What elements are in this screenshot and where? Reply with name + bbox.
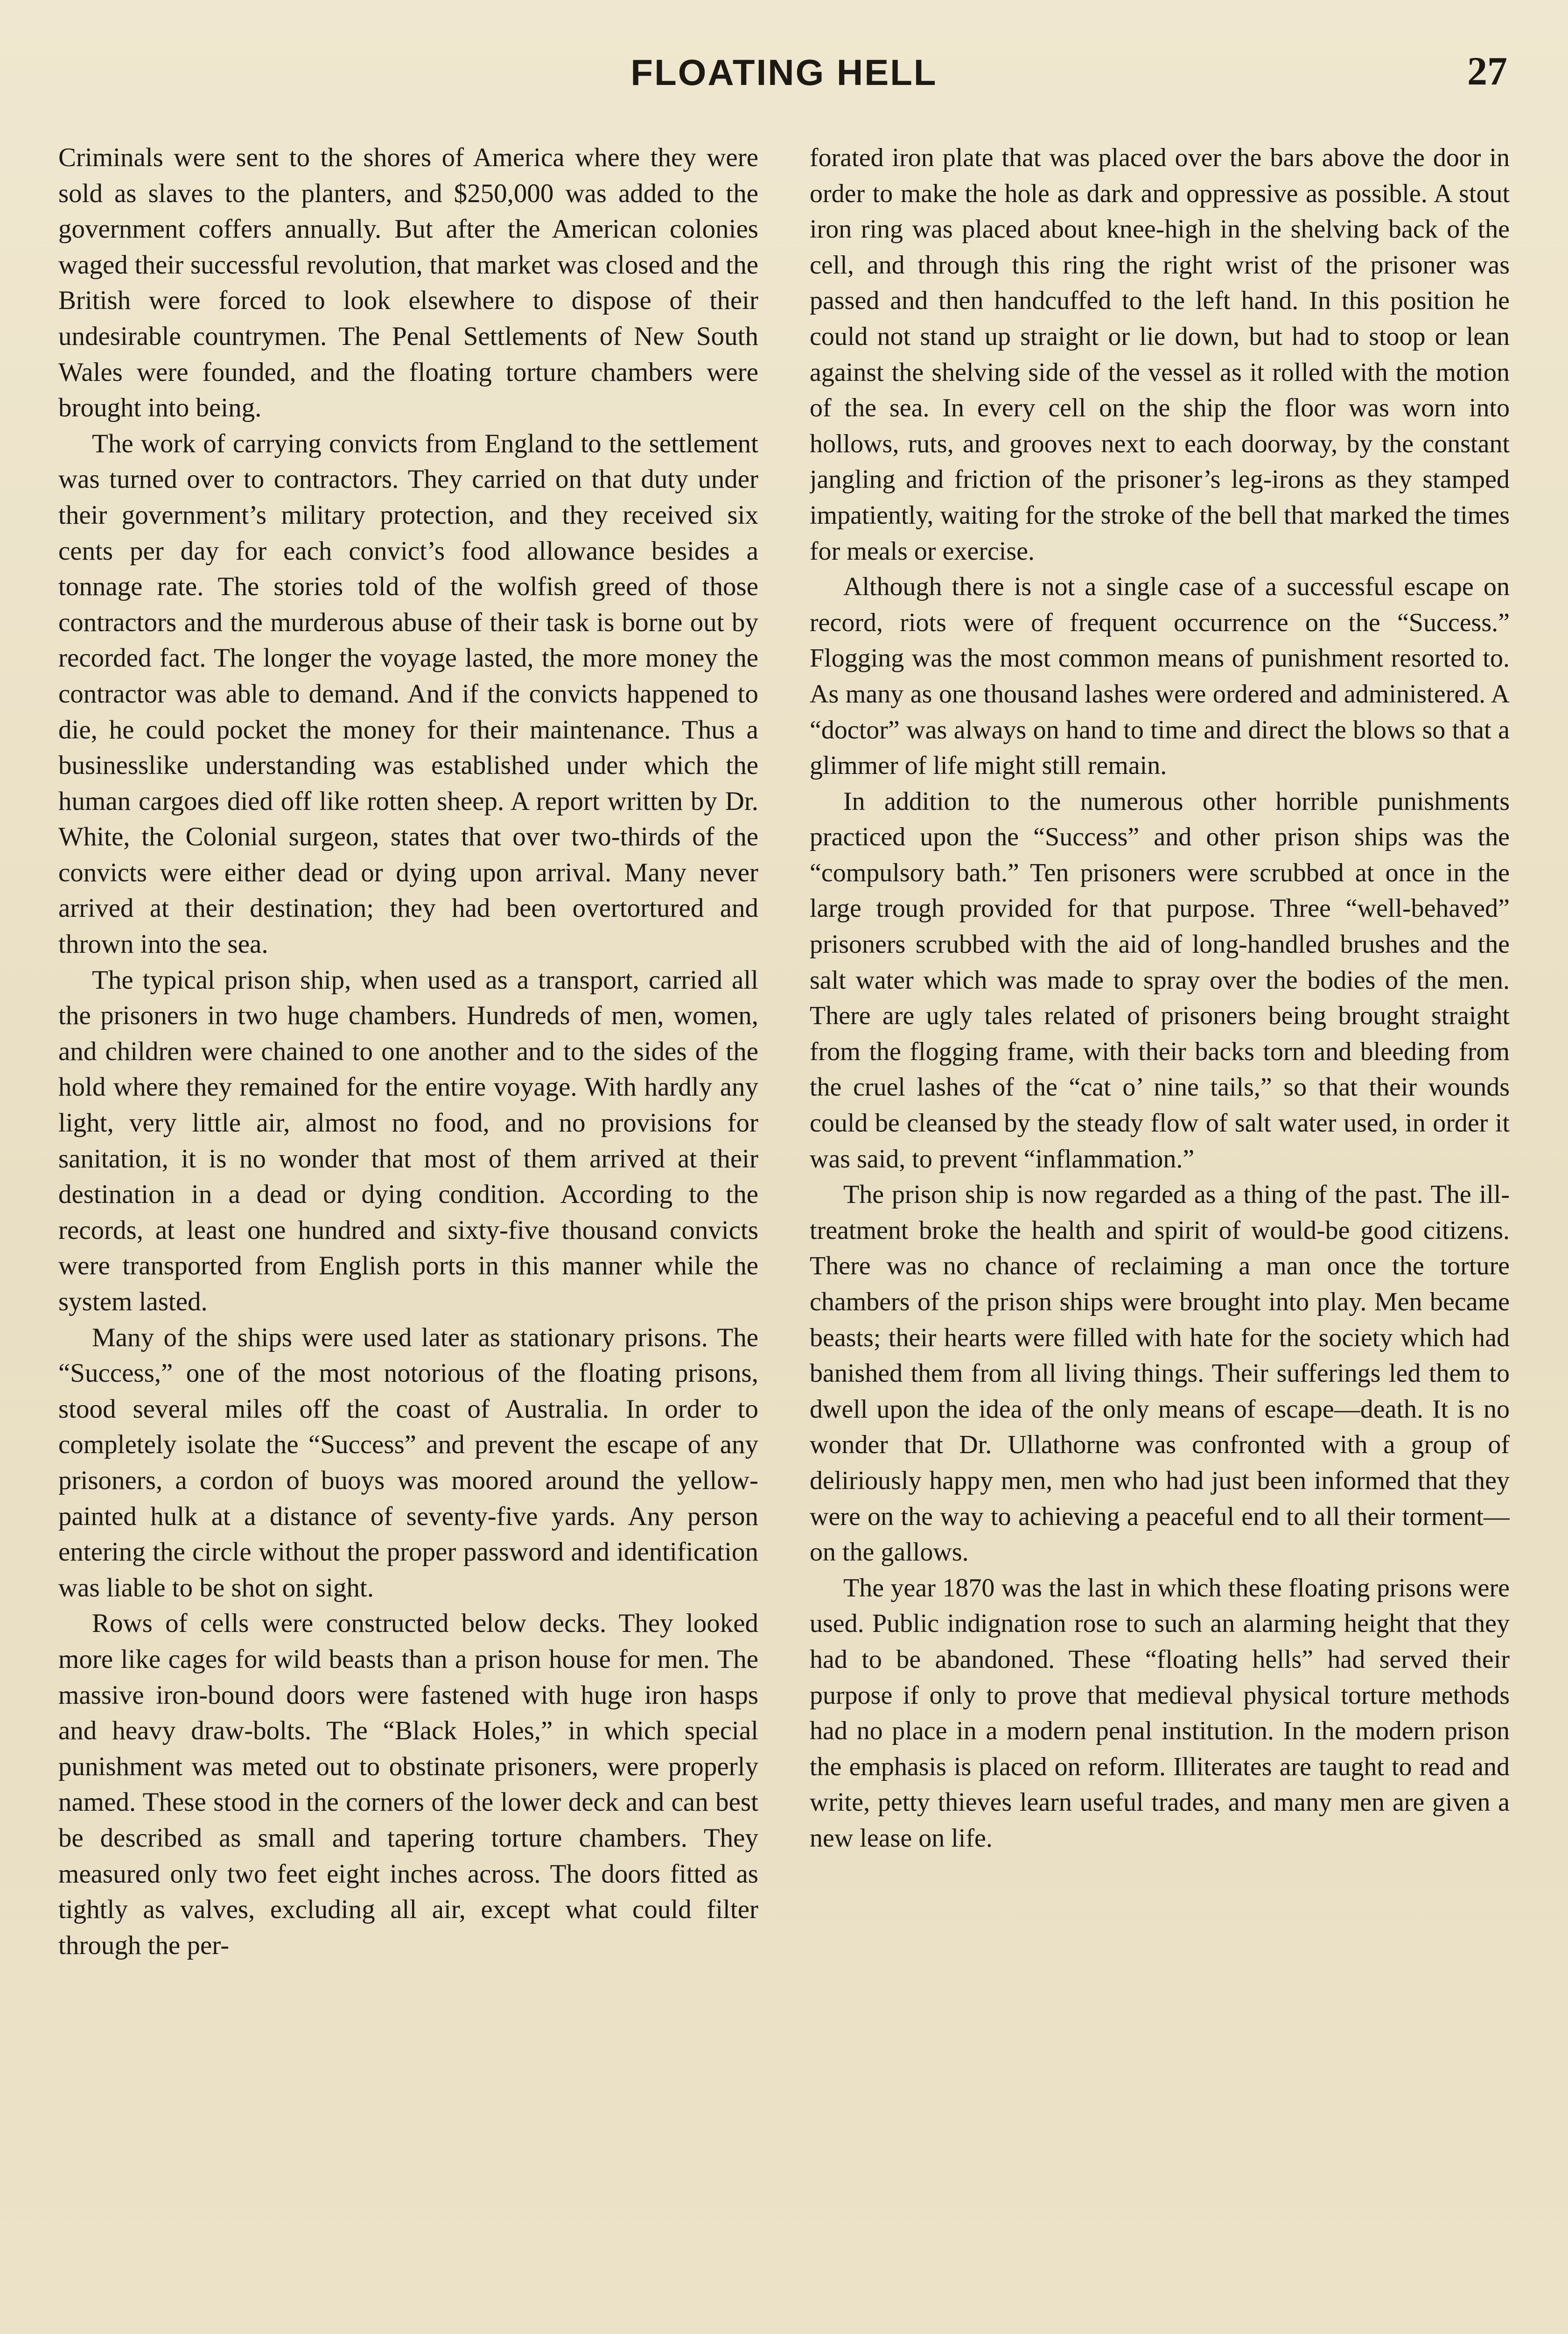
page-number: 27: [1467, 49, 1507, 93]
paragraph: Many of the ships were used later as stationary prisons. The “Success,” one of the most notorious of the floating prisons, stood several miles off the coast of Australia. In order to completely isolate the “Success” and prevent the escape of any prisoners, a cordon of buoys was moored around the yellow-painted hulk at a distance of seventy-five yards. Any person entering the circle without the proper password and identification was liable to be shot on sight.: [58, 1322, 758, 1603]
paragraph: The prison ship is now regarded as a thing of the past. The ill-treatment broke the health and spirit of would-be good citizens. There was no chance of reclaiming a man once the torture chambers of the prison ships were brought into play. Men became beasts; their hearts were filled with hate for the society which had banished them from all living things. Their sufferings led them to dwell upon the idea of the only means of escape—death. It is no wonder that Dr. Ullathorne was confronted with a group of deliriously happy men, men who had just been informed that they were on the way to achieving a peaceful end to all their torment—on the gallows.: [810, 1180, 1510, 1567]
paragraph: The work of carrying convicts from England to the settlement was turned over to contractors. They carried on that duty under their government’s military protection, and they received six cents per day for each convict’s food allowance besides a tonnage rate. The stories told of the wolfish greed of those contractors and the murderous abuse of their task is borne out by recorded fact. The longer the voyage lasted, the more money the contractor was able to demand. And if the convicts happened to die, he could pocket the money for their maintenance. Thus a businesslike understanding was established under which the human cargoes died off like rotten sheep. A report written by Dr. White, the Colonial surgeon, states that over two-thirds of the convicts were either dead or dying upon arrival. Many never arrived at their destination; they had been overtortured and thrown into the sea.: [58, 429, 758, 959]
paragraph: In addition to the numerous other horrible punishments practiced upon the “Success” and other prison ships was the “compulsory bath.” Ten prisoners were scrubbed at once in the large trough provided for that purpose. Three “well-behaved” prisoners scrubbed with the aid of long-handled brushes and the salt water which was made to spray over the bodies of the men. There are ugly tales related of prisoners being brought straight from the flogging frame, with their backs torn and bleeding from the cruel lashes of the “cat o’ nine tails,” so that their wounds could be cleansed by the steady flow of salt water used, in order it was said, to prevent “inflammation.”: [810, 787, 1510, 1174]
paragraph: The typical prison ship, when used as a transport, carried all the prisoners in two huge chambers. Hundreds of men, women, and children were chained to one another and to the sides of the hold where they remained for the entire voyage. With hardly any light, very little air, almost no food, and no provisions for sanitation, it is no wonder that most of them arrived at their destination in a dead or dying condition. According to the records, at least one hundred and sixty-five thousand convicts were transported from English ports in this manner while the system lasted.: [58, 965, 758, 1316]
paragraph: Although there is not a single case of a successful escape on record, riots were of frequent occurrence on the “Success.” Flogging was the most common means of punishment resorted to. As many as one thousand lashes were ordered and administered. A “doctor” was always on hand to time and direct the blows so that a glimmer of life might still remain.: [810, 572, 1510, 780]
page-header: [61, 42, 1507, 103]
running-title: FLOATING HELL: [630, 52, 938, 93]
paragraph: Criminals were sent to the shores of America where they were sold as slaves to the planters, and $250,000 was added to the government coffers annually. But after the American colonies waged their successful revolution, that market was closed and the British were forced to look elsewhere to dispose of their undesirable countrymen. The Penal Settlements of New South Wales were founded, and the floating torture chambers were brought into being.: [58, 143, 758, 423]
paragraph: Rows of cells were constructed below decks. They looked more like cages for wild beasts than a prison house for men. The massive iron-bound doors were fastened with huge iron hasps and heavy draw-bolts. The “Black Holes,” in which special punishment was meted out to obstinate prisoners, were properly named. These stood in the corners of the lower deck and can best be described as small and tapering torture chambers. They measured only two feet eight inches across. The doors fitted as tightly as valves, excluding all air, except what could filter through the per-: [58, 1609, 758, 1960]
paragraph: forated iron plate that was placed over the bars above the door in order to make the hole as dark and oppressive as possible. A stout iron ring was placed about knee-high in the shelving back of the cell, and through this ring the right wrist of the prisoner was passed and then handcuffed to the left hand. In this position he could not stand up straight or lie down, but had to stoop or lean against the shelving side of the vessel as it rolled with the motion of the sea. In every cell on the ship the floor was worn into hollows, ruts, and grooves next to each doorway, by the constant jangling and friction of the prisoner’s leg-irons as they stamped impatiently, waiting for the stroke of the bell that marked the times for meals or exercise.: [810, 143, 1510, 566]
right-column: [810, 140, 1510, 2334]
article-body: [58, 140, 1510, 2334]
left-column: [58, 140, 758, 2334]
paragraph: The year 1870 was the last in which these floating prisons were used. Public indignation rose to such an alarming height that they had to be abandoned. These “floating hells” had served their purpose if only to prove that medieval physical torture methods had no place in a modern penal institution. In the modern prison the emphasis is placed on reform. Illiterates are taught to read and write, petty thieves learn useful trades, and many men are given a new lease on life.: [810, 1573, 1510, 1853]
